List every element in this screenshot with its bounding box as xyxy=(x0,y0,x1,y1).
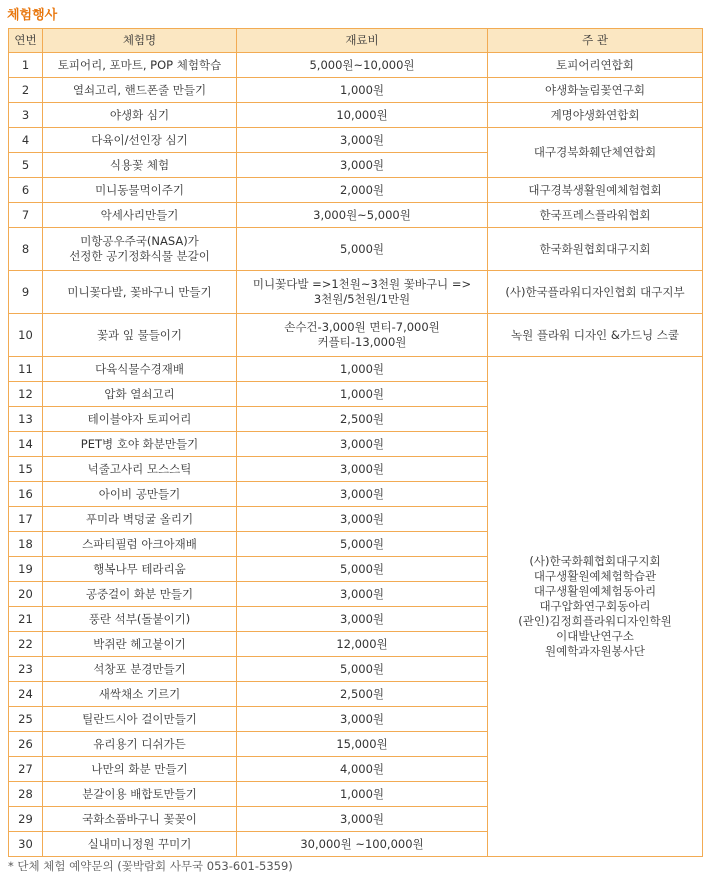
material-fee: 3,000원~5,000원 xyxy=(237,203,488,228)
table-row xyxy=(9,228,703,271)
material-fee: 1,000원 xyxy=(237,78,488,103)
event-name: 행복나무 테라리움 xyxy=(43,557,237,582)
row-number: 11 xyxy=(9,357,43,382)
row-number: 12 xyxy=(9,382,43,407)
event-name: 악세사리만들기 xyxy=(43,203,237,228)
row-number: 23 xyxy=(9,657,43,682)
material-fee: 5,000원 xyxy=(237,557,488,582)
table-row xyxy=(9,128,703,153)
row-number: 10 xyxy=(9,314,43,357)
row-number: 13 xyxy=(9,407,43,432)
organizer-line: 대구생활원예체험동아리 xyxy=(533,584,657,598)
event-name: 미니동물먹이주기 xyxy=(43,178,237,203)
row-number: 28 xyxy=(9,782,43,807)
event-name: 공중걸이 화분 만들기 xyxy=(43,582,237,607)
row-number: 4 xyxy=(9,128,43,153)
organizer-line: 대구생활원예체험학습관 xyxy=(533,569,657,583)
organizer-line: (관인)김정희플라워디자인학원 xyxy=(518,614,672,628)
event-name: 국화소품바구니 꽃꽂이 xyxy=(43,807,237,832)
event-name: 꽃과 잎 물들이기 xyxy=(43,314,237,357)
organizer: 야생화놀림꽃연구회 xyxy=(488,78,703,103)
event-name: 야생화 심기 xyxy=(43,103,237,128)
organizer: 대구경북생활원예체험협회 xyxy=(488,178,703,203)
material-fee: 1,000원 xyxy=(237,382,488,407)
row-number: 1 xyxy=(9,53,43,78)
organizer-line: 원예학과자원봉사단 xyxy=(545,644,645,658)
organizer: 한국화원협회대구지회 xyxy=(488,228,703,271)
organizer-line: (사)한국화훼협회대구지회 xyxy=(529,554,661,568)
table-row xyxy=(9,357,703,382)
column-header-no: 연번 xyxy=(9,29,43,53)
material-fee: 3,000원 xyxy=(237,507,488,532)
event-name xyxy=(43,228,237,271)
event-name: 풍란 석부(돌붙이기) xyxy=(43,607,237,632)
row-number: 29 xyxy=(9,807,43,832)
row-number: 15 xyxy=(9,457,43,482)
event-name: 테이블야자 토피어리 xyxy=(43,407,237,432)
event-name: 미니꽃다발, 꽃바구니 만들기 xyxy=(43,271,237,314)
material-fee: 3,000원 xyxy=(237,707,488,732)
row-number: 19 xyxy=(9,557,43,582)
event-name-line: 미항공우주국(NASA)가 xyxy=(80,234,199,248)
table-row xyxy=(9,53,703,78)
row-number: 3 xyxy=(9,103,43,128)
event-name: 열쇠고리, 핸드폰줄 만들기 xyxy=(43,78,237,103)
event-name: 푸미라 벽덩굴 올리기 xyxy=(43,507,237,532)
column-header-fee: 재료비 xyxy=(237,29,488,53)
material-fee-line: 3천원/5천원/1만원 xyxy=(313,292,411,306)
row-number: 24 xyxy=(9,682,43,707)
material-fee: 3,000원 xyxy=(237,153,488,178)
table-header-row xyxy=(9,29,703,53)
row-number: 26 xyxy=(9,732,43,757)
material-fee: 3,000원 xyxy=(237,582,488,607)
event-name: 박쥐란 헤고붙이기 xyxy=(43,632,237,657)
material-fee: 3,000원 xyxy=(237,607,488,632)
organizer: (사)한국플라워디자인협회 대구지부 xyxy=(488,271,703,314)
event-name: PET병 호야 화분만들기 xyxy=(43,432,237,457)
event-name: 실내미니정원 꾸미기 xyxy=(43,832,237,857)
table-row xyxy=(9,203,703,228)
material-fee: 3,000원 xyxy=(237,128,488,153)
event-name: 스파티필럼 아크아재배 xyxy=(43,532,237,557)
material-fee: 2,500원 xyxy=(237,682,488,707)
material-fee-line: 손수건-3,000원 면티-7,000원 xyxy=(284,320,440,334)
row-number: 16 xyxy=(9,482,43,507)
column-header-org: 주 관 xyxy=(488,29,703,53)
row-number: 22 xyxy=(9,632,43,657)
row-number: 21 xyxy=(9,607,43,632)
event-name: 나만의 화분 만들기 xyxy=(43,757,237,782)
row-number: 17 xyxy=(9,507,43,532)
event-name: 새싹채소 기르기 xyxy=(43,682,237,707)
event-name: 다육식물수경재배 xyxy=(43,357,237,382)
material-fee: 4,000원 xyxy=(237,757,488,782)
row-number: 9 xyxy=(9,271,43,314)
event-name: 다육이/선인장 심기 xyxy=(43,128,237,153)
organizer-line: 이대발난연구소 xyxy=(556,629,634,643)
event-name: 유리용기 디쉬가든 xyxy=(43,732,237,757)
material-fee: 3,000원 xyxy=(237,457,488,482)
material-fee: 15,000원 xyxy=(237,732,488,757)
event-table xyxy=(8,28,703,857)
table-row xyxy=(9,314,703,357)
material-fee: 5,000원~10,000원 xyxy=(237,53,488,78)
row-number: 27 xyxy=(9,757,43,782)
event-name: 틸란드시아 걸이만들기 xyxy=(43,707,237,732)
material-fee: 3,000원 xyxy=(237,807,488,832)
event-name: 압화 열쇠고리 xyxy=(43,382,237,407)
event-name: 아이비 공만들기 xyxy=(43,482,237,507)
material-fee: 1,000원 xyxy=(237,782,488,807)
row-number: 5 xyxy=(9,153,43,178)
organizer: 계명야생화연합회 xyxy=(488,103,703,128)
row-number: 30 xyxy=(9,832,43,857)
material-fee-line: 커플티-13,000원 xyxy=(317,335,407,349)
row-number: 18 xyxy=(9,532,43,557)
material-fee xyxy=(237,271,488,314)
material-fee-line: 미니꽃다발 =>1천원~3천원 꽃바구니 => xyxy=(252,277,472,291)
material-fee: 1,000원 xyxy=(237,357,488,382)
row-number: 7 xyxy=(9,203,43,228)
material-fee: 3,000원 xyxy=(237,432,488,457)
material-fee: 5,000원 xyxy=(237,657,488,682)
page-title: 체험행사 xyxy=(7,8,58,23)
material-fee: 2,500원 xyxy=(237,407,488,432)
row-number: 2 xyxy=(9,78,43,103)
material-fee: 30,000원 ~100,000원 xyxy=(237,832,488,857)
material-fee: 10,000원 xyxy=(237,103,488,128)
event-name: 석창포 분경만들기 xyxy=(43,657,237,682)
material-fee: 5,000원 xyxy=(237,228,488,271)
material-fee xyxy=(237,314,488,357)
material-fee: 2,000원 xyxy=(237,178,488,203)
organizer-merged xyxy=(488,357,703,857)
organizer-line: 대구압화연구회동아리 xyxy=(539,599,651,613)
table-row xyxy=(9,178,703,203)
event-name: 넉줄고사리 모스스틱 xyxy=(43,457,237,482)
material-fee: 12,000원 xyxy=(237,632,488,657)
event-name-line: 선정한 공기정화식물 분갈이 xyxy=(69,249,210,263)
organizer-merged: 대구경북화훼단체연합회 xyxy=(488,128,703,178)
organizer: 토피어리연합회 xyxy=(488,53,703,78)
event-name: 식용꽃 체험 xyxy=(43,153,237,178)
row-number: 20 xyxy=(9,582,43,607)
table-row xyxy=(9,103,703,128)
table-row xyxy=(9,78,703,103)
row-number: 14 xyxy=(9,432,43,457)
material-fee: 5,000원 xyxy=(237,532,488,557)
row-number: 8 xyxy=(9,228,43,271)
footnote: * 단체 체험 예약문의 (꽃박람회 사무국 053-601-5359) xyxy=(8,859,293,873)
event-name: 토피어리, 포마트, POP 체험학습 xyxy=(43,53,237,78)
row-number: 25 xyxy=(9,707,43,732)
organizer: 한국프레스플라워협회 xyxy=(488,203,703,228)
row-number: 6 xyxy=(9,178,43,203)
organizer: 녹원 플라워 디자인 &가드닝 스쿨 xyxy=(488,314,703,357)
table-row xyxy=(9,271,703,314)
column-header-name: 체험명 xyxy=(43,29,237,53)
event-name: 분갈이용 배합토만들기 xyxy=(43,782,237,807)
material-fee: 3,000원 xyxy=(237,482,488,507)
